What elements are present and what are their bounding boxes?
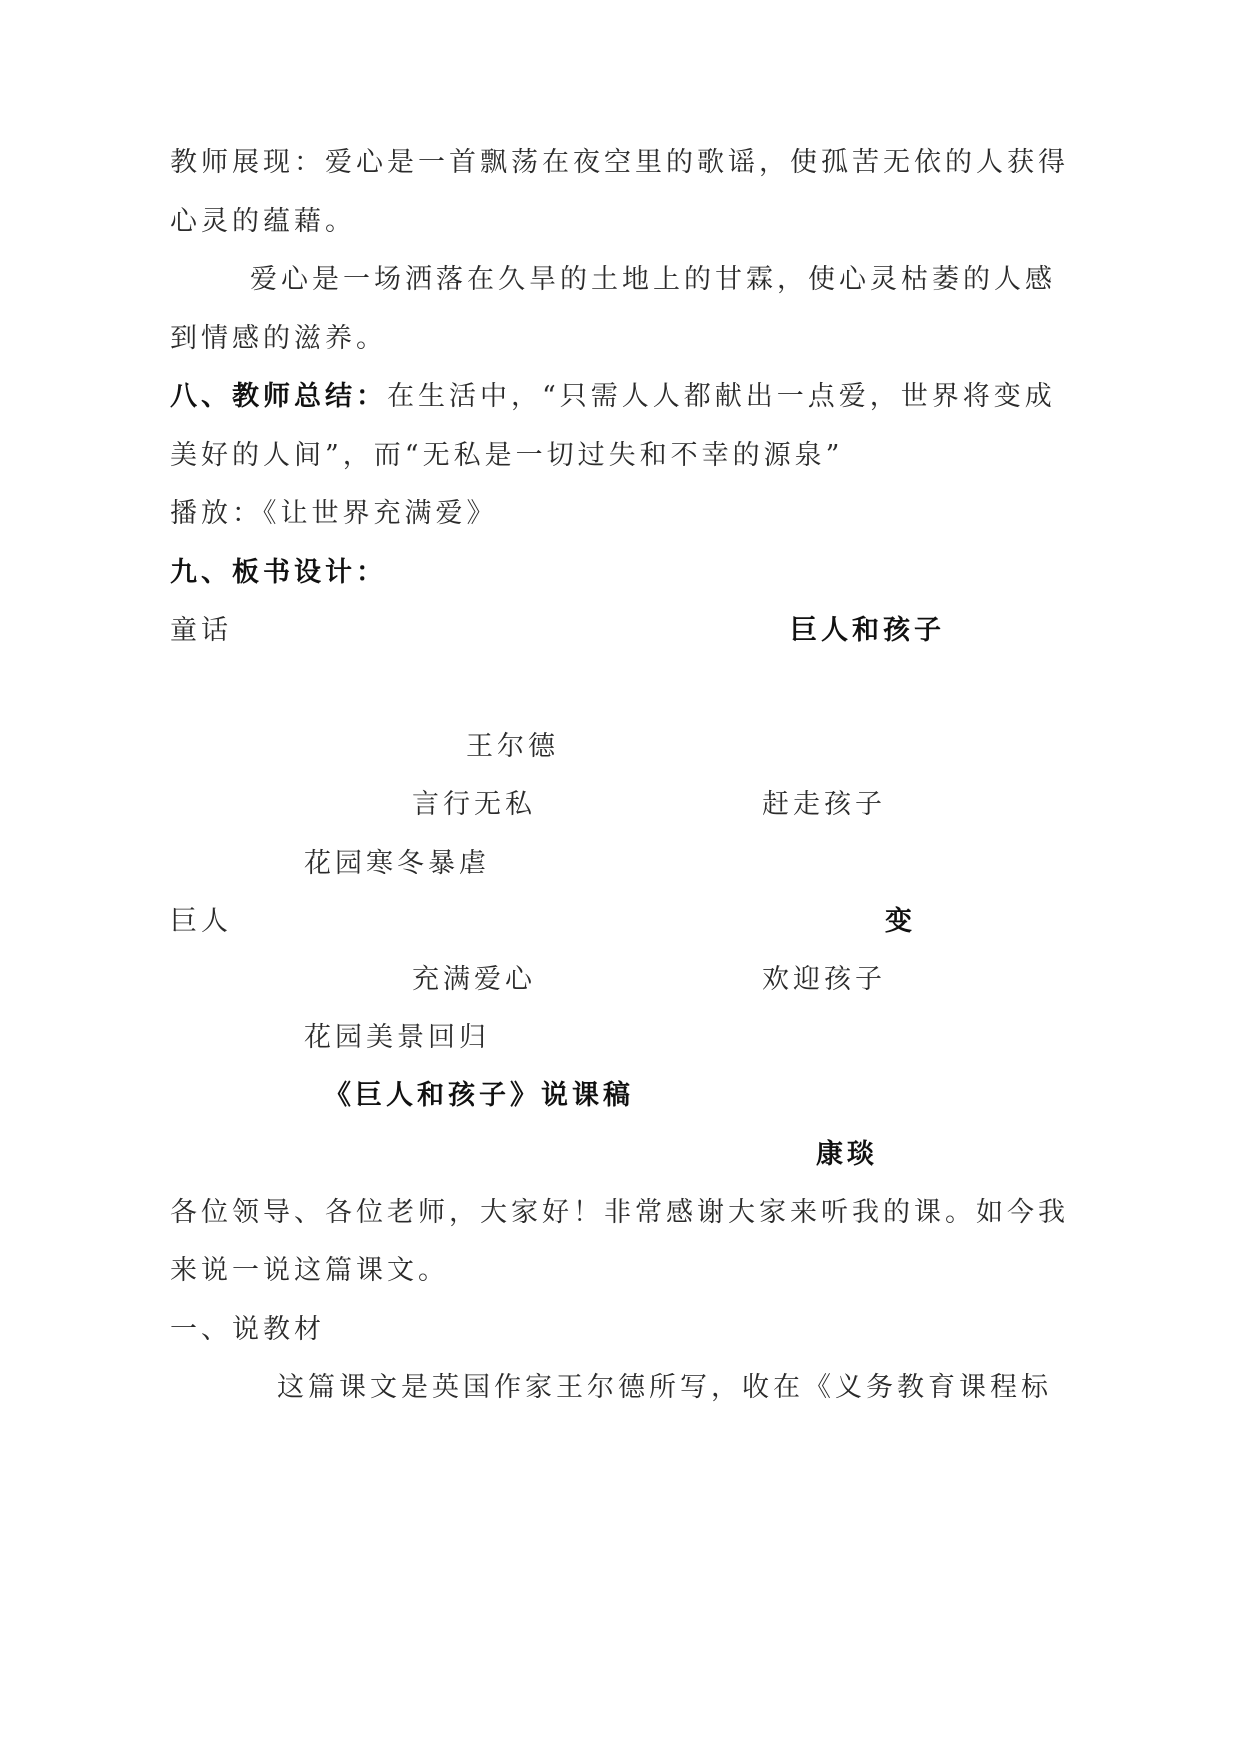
board-title: 巨人和孩子 — [790, 615, 945, 646]
paragraph-line: 美好的人间”，而“无私是一切过失和不幸的源泉” — [170, 440, 844, 471]
paragraph-line: 这篇课文是英国作家王尔德所写，收在《义务教育课程标 — [277, 1372, 1052, 1403]
section-heading: 九、板书设计： — [170, 557, 387, 588]
board-welcome: 欢迎孩子 — [762, 964, 886, 995]
paragraph-line: 心灵的蕴藉。 — [170, 206, 356, 237]
paragraph-line: 教师展现：爱心是一首飘荡在夜空里的歌谣，使孤苦无依的人获得 — [170, 147, 1069, 178]
board-genre: 童话 — [170, 615, 232, 646]
paragraph-line: 来说一说这篇课文。 — [170, 1255, 449, 1286]
board-full-love: 充满爱心 — [412, 964, 536, 995]
board-drive-away: 赶走孩子 — [762, 789, 886, 820]
board-selfish: 言行无私 — [412, 789, 536, 820]
section-heading: 八、教师总结： — [170, 381, 387, 412]
paragraph-line: 爱心是一场洒落在久旱的土地上的甘霖，使心灵枯萎的人感 — [250, 264, 1056, 295]
board-giant: 巨人 — [170, 906, 232, 937]
speech-author: 康琰 — [816, 1139, 878, 1170]
speech-title: 《巨人和孩子》说课稿 — [324, 1080, 634, 1111]
board-garden-winter: 花园寒冬暴虐 — [304, 848, 490, 879]
section-heading: 一、说教材 — [170, 1314, 325, 1345]
board-author: 王尔德 — [466, 731, 559, 762]
paragraph-line: 到情感的滋养。 — [170, 323, 387, 354]
board-change: 变 — [885, 906, 916, 937]
paragraph-text: 在生活中，“只需人人都献出一点爱，世界将变成 — [387, 381, 1056, 412]
section-8-line — [170, 377, 1056, 417]
board-garden-return: 花园美景回归 — [304, 1022, 490, 1053]
paragraph-line: 播放：《让世界充满爱》 — [170, 498, 498, 529]
paragraph-line: 各位领导、各位老师，大家好！非常感谢大家来听我的课。如今我 — [170, 1197, 1069, 1228]
